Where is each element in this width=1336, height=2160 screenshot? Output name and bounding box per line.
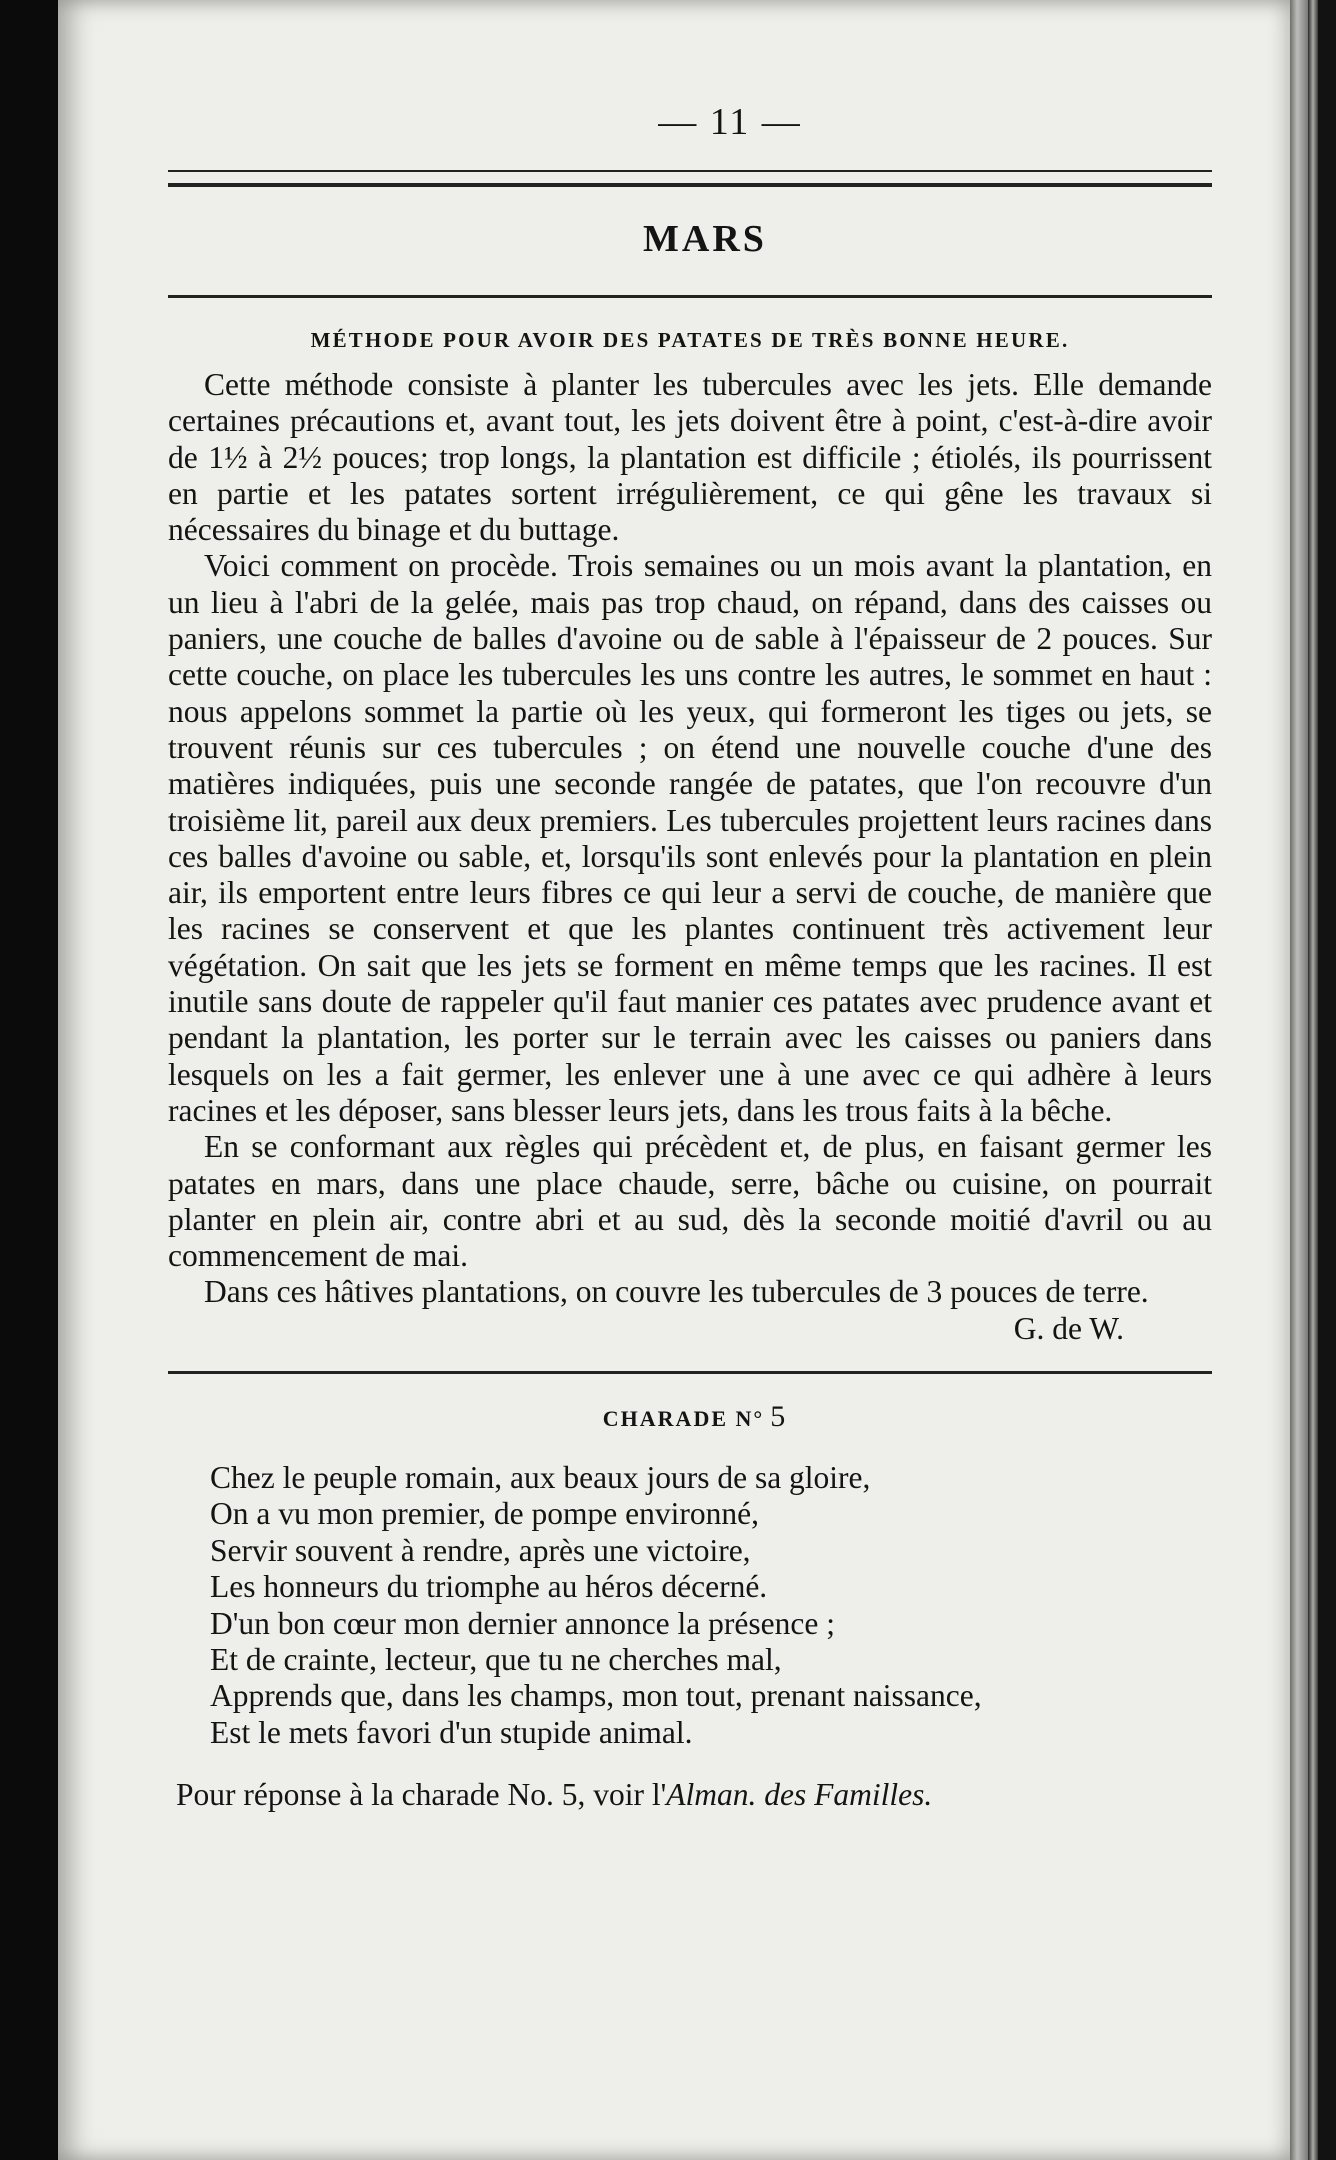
page-stack-edge <box>1290 0 1308 2160</box>
header-double-rule <box>168 170 1212 187</box>
paragraph-4: Dans ces hâtives plantations, on couvre les tubercules de 3 pouces de terre. <box>204 1274 1149 1310</box>
answer-prefix: Pour réponse à la charade No. 5, voir l' <box>176 1777 667 1813</box>
charade-number: 5 <box>770 1400 788 1434</box>
heading-rule <box>168 295 1212 298</box>
verse-5: D'un bon cœur mon dernier annonce la présence ; <box>210 1605 835 1641</box>
verse-2: On a vu mon premier, de pompe environné, <box>210 1496 759 1532</box>
verse-8: Est le mets favori d'un stupide animal. <box>210 1714 693 1750</box>
paragraph-2: Voici comment on procède. Trois semaines ou un mois avant la plantation, en un lieu à l'abri de la gelée, mais pas trop chaud, on répand, dans des caisses ou paniers, une couche de balles d'avoine ou de sable à l'épaisseur de 2 pouces. Sur cette couche, on place les tubercules les uns contre les autres, le sommet en haut : nous appelons sommet la partie où les yeux, qui formeront les tiges ou jets, se trouvent réunis sur ces tubercules ; on étend une nouvelle couche d'une des matières indiquées, puis une seconde rangée de patates, que l'on recouvre d'un troisième lit, pareil aux deux premiers. Les tubercules projettent leurs racines dans ces balles d'avoine ou sable, et, lorsqu'ils sont enlevés pour la plantation en plein air, ils emportent entre leurs fibres ce qui leur a servi de couche, de manière que les racines se conservent et que les plantes continuent très activement leur végétation. On sait que les jets se forment en même temps que les racines. Il est inutile sans doute de rappeler qu'il faut manier ces patates avec prudence avant et pendant la plantation, les porter sur le terrain avec les caisses ou paniers dans lesquels on les a fait germer, les enlever une à une avec ce qui adhère à leurs racines et les déposer, sans blesser leurs jets, dans les trous faits à la bêche. <box>168 548 1212 1128</box>
charade-title <box>178 1400 1212 1434</box>
paragraph-3: En se conformant aux règles qui précèdent et, de plus, en faisant germer les patates en mars, dans une place chaude, serre, bâche ou cuisine, on pourrait planter en plein air, contre abri et au sud, dès la seconde moitié d'avril ou au commencement de mai. <box>168 1129 1212 1274</box>
verse-6: Et de crainte, lecteur, que tu ne cherches mal, <box>210 1642 782 1678</box>
article-signature: G. de W. <box>1013 1310 1124 1346</box>
verse-1: Chez le peuple romain, aux beaux jours de sa gloire, <box>210 1460 871 1496</box>
month-heading: MARS <box>643 218 767 260</box>
page-content <box>168 100 1212 1813</box>
paragraph-1: Cette méthode consiste à planter les tubercules avec les jets. Elle demande certaines précautions et, avant tout, les jets doivent être à point, c'est-à-dire avoir de 1½ à 2½ pouces; trop longs, la plantation est difficile ; étiolés, ils pourrissent en partie et les patates sortent irrégulièrement, ce qui gêne les travaux si nécessaires du binage et du buttage. <box>168 367 1212 548</box>
section-divider <box>168 1371 1212 1374</box>
verse-3: Servir souvent à rendre, après une victoire, <box>210 1532 751 1568</box>
page-number: — 11 — <box>658 101 802 143</box>
article-title: MÉTHODE POUR AVOIR DES PATATES DE TRÈS BONNE HEURE. <box>310 328 1070 352</box>
verse-4: Les honneurs du triomphe au héros décerné. <box>210 1569 768 1605</box>
charade-poem <box>210 1460 1212 1751</box>
signature-row <box>168 1311 1212 1347</box>
answer-source: Alman. des Familles. <box>666 1777 933 1813</box>
verse-7: Apprends que, dans les champs, mon tout, prenant naissance, <box>210 1678 982 1714</box>
charade-answer-note <box>176 1777 1212 1813</box>
scan-border-right <box>1318 0 1336 2160</box>
charade-label: CHARADE N° <box>602 1406 765 1432</box>
article-body <box>168 367 1212 1347</box>
page-stack-edge-inner <box>1308 0 1318 2160</box>
